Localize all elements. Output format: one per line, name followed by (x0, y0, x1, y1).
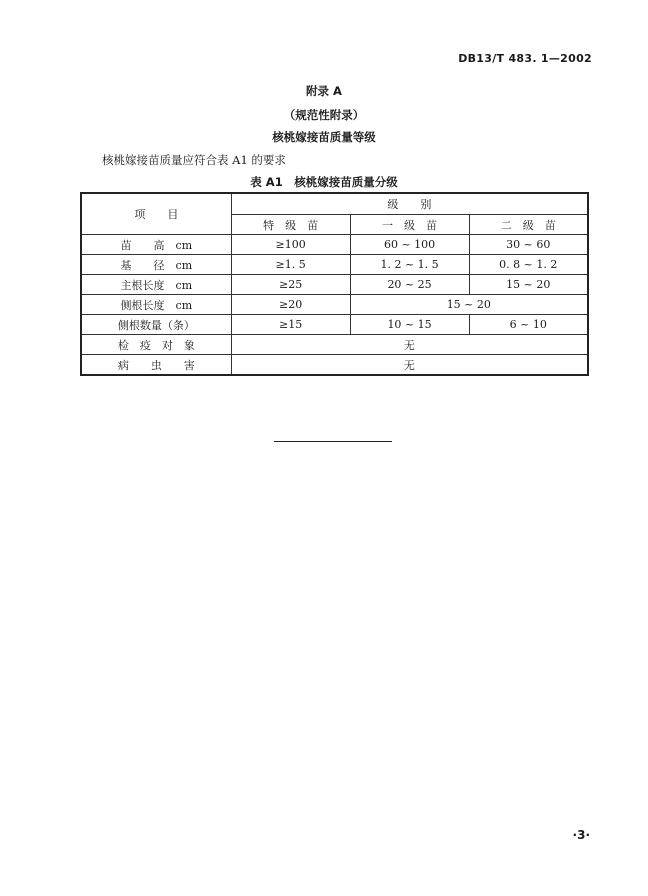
row-label: 侧根长度 cm (81, 295, 231, 315)
item-header-cell: 项 目 (81, 193, 231, 235)
intro-paragraph: 核桃嫁接苗质量应符合表 A1 的要求 (102, 153, 286, 167)
table-cell: ≥15 (231, 315, 350, 335)
table-caption: 表 A1 核桃嫁接苗质量分级 (250, 175, 398, 189)
appendix-subtitle: （规范性附录） (283, 108, 365, 122)
table-cell: ≥25 (231, 275, 350, 295)
table-cell: ≥1. 5 (231, 255, 350, 275)
table-row (81, 235, 588, 255)
table-cell: 1. 2 ~ 1. 5 (350, 255, 469, 275)
table-cell-merged: 15 ~ 20 (350, 295, 588, 315)
grade-first-header: 一 级 苗 (350, 215, 469, 235)
table-row (81, 275, 588, 295)
row-label: 主根长度 cm (81, 275, 231, 295)
table-cell-merged: 无 (231, 355, 588, 376)
grade-second-header: 二 级 苗 (469, 215, 588, 235)
grade-special-header: 特 级 苗 (231, 215, 350, 235)
table-row (81, 335, 588, 355)
table-cell: 15 ~ 20 (469, 275, 588, 295)
table-cell: ≥100 (231, 235, 350, 255)
document-code: DB13/T 483. 1—2002 (458, 52, 592, 65)
quality-grade-table (80, 192, 589, 376)
table-header-row (81, 193, 588, 215)
grade-header-cell: 级 别 (231, 193, 588, 215)
table-row (81, 315, 588, 335)
table-cell: 10 ~ 15 (350, 315, 469, 335)
table-row (81, 355, 588, 376)
table-cell-merged: 无 (231, 335, 588, 355)
row-label: 侧根数量（条） (81, 315, 231, 335)
table-row (81, 295, 588, 315)
row-label: 基 径 cm (81, 255, 231, 275)
table-cell: 0. 8 ~ 1. 2 (469, 255, 588, 275)
table-cell: 30 ~ 60 (469, 235, 588, 255)
table-cell: 6 ~ 10 (469, 315, 588, 335)
appendix-title: 附录 A (306, 84, 342, 98)
row-label: 检 疫 对 象 (81, 335, 231, 355)
end-rule (274, 441, 392, 442)
table-cell: 60 ~ 100 (350, 235, 469, 255)
row-label: 苗 高 cm (81, 235, 231, 255)
page-number: ·3· (572, 828, 590, 842)
table-cell: 20 ~ 25 (350, 275, 469, 295)
row-label: 病 虫 害 (81, 355, 231, 376)
table-cell: ≥20 (231, 295, 350, 315)
table-row (81, 255, 588, 275)
appendix-heading: 核桃嫁接苗质量等级 (272, 130, 376, 144)
